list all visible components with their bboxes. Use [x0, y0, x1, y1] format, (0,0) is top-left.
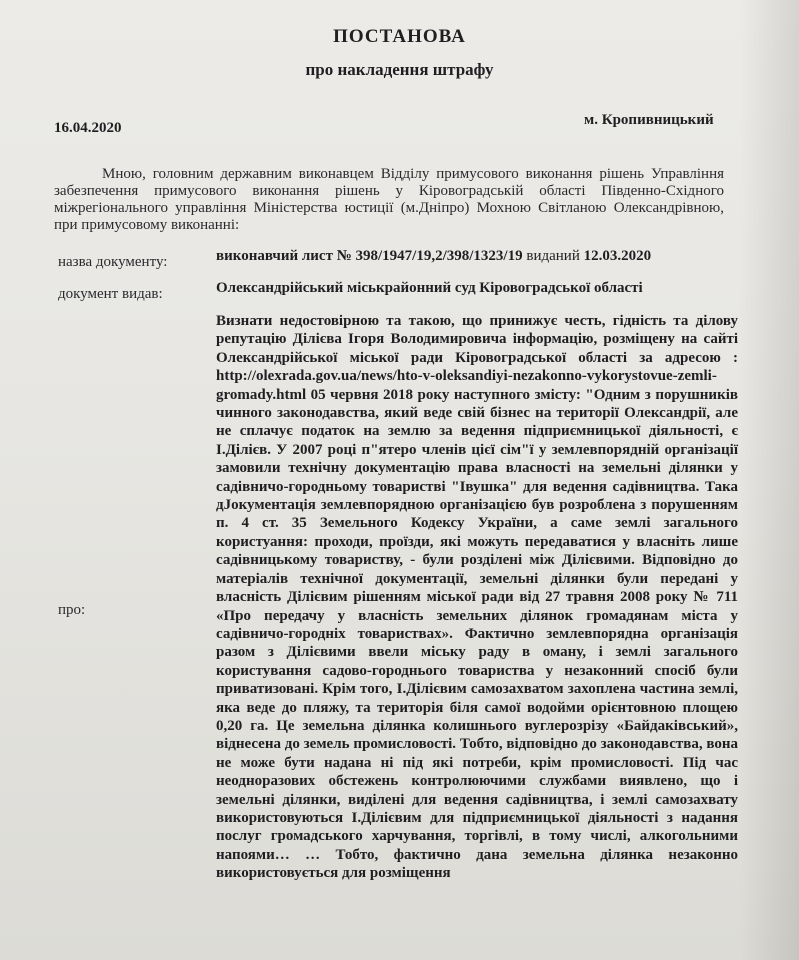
issuer-value: Олександрійський міськрайонний суд Кіровоградської області	[216, 280, 643, 296]
intro-paragraph: Мною, головним державним виконавцем Відділу примусового виконання рішень Управління забезпечення примусового виконання рішень у Кіровоградській області Південно-Східного міжрегіонального управління Міністерства юстиції (м.Дніпро) Мохною Світланою Олександрівною, при примусовому виконанні:	[54, 166, 724, 233]
issuer-label: документ видав:	[58, 286, 163, 302]
document-subtitle: про накладення штрафу	[305, 60, 494, 79]
doc-name-value	[216, 248, 651, 265]
document-title: ПОСТАНОВА	[333, 26, 466, 47]
about-label: про:	[58, 602, 86, 618]
doc-name-number: виконавчий лист № 398/1947/19,2/398/1323/19	[216, 248, 523, 264]
page-shadow	[739, 0, 799, 960]
document-date: 16.04.2020	[54, 120, 122, 136]
document-city: м. Кропивницький	[584, 112, 714, 128]
about-text: Визнати недостовірною та такою, що принижує честь, гідність та ділову репутацію Ділієва Ігоря Володимировича інформацію, розміщену на сайті Олександрійської міської ради Кіровоградської області за адресою : http://olexrada.gov.ua/news/hto-v-oleksandiyi-nezakonno-vykorystovue-zemli-gromady.html 05 червня 2018 року наступного змісту: "Одним з порушників чинного законодавства, який веде свій бізнес на території Олександрії, але не сплачує податок на землю за ведення підприємницької діяльності, є І.Ділієв. У 2007 році п"ятеро членів цієї сім"ї у землевпорядній організації замовили технічну документацію права власності на земельні ділянки у садівничо-городньому товаристві "Івушка" для ведення садівництва. Така дJокументація землевпорядною організацією був розроблена з порушенням п. 4 ст. 35 Земельного Кодексу України, а саме землі загального користуання: проходи, проїзди, які можуть передаватися у власніть лише садівницькому товариству, - були розділені між Ділієвими. Відповідно до матеріалів технічної документації, земельні ділянки були передані у власність Ділієвим рішенням міської ради від 27 травня 2008 року № 711 «Про передачу у власність земельних ділянок громадянам міста у садівничо-городніх товариствах». Фактично землевпорядна організація разом з Ділієвими ввели міську раду в оману, і землі загального користування садово-городнього товариства у незаконний спосіб були приватизовані. Крім того, І.Ділієвим самозахватом захоплена частина землі, яка веде до пляжу, та територія біля самої водойми орієнтовною площею 0,20 га. Це земельна ділянка колишнього вуглерозрізу «Байдаківський», віднесена до земель промисловості. Тобто, відповідно до законодавства, вона не може бути надана ні під які потреби, крім промисловості. Під час неодноразових обстежень контролюючими службами виявлено, що і земельні ділянки, виділені для ведення садівництва, і землі самозахвату використовуються І.Ділієвим для підприємницької діяльності з надання послуг громадського харчування, торгівлі, в тому числі, алкогольними напоями… … Тобто, фактично дана земельна ділянка незаконно використовується для розміщення	[216, 313, 738, 882]
doc-name-issued: виданий	[526, 248, 580, 264]
doc-name-date: 12.03.2020	[583, 248, 652, 264]
doc-name-label: назва документу:	[58, 254, 168, 270]
